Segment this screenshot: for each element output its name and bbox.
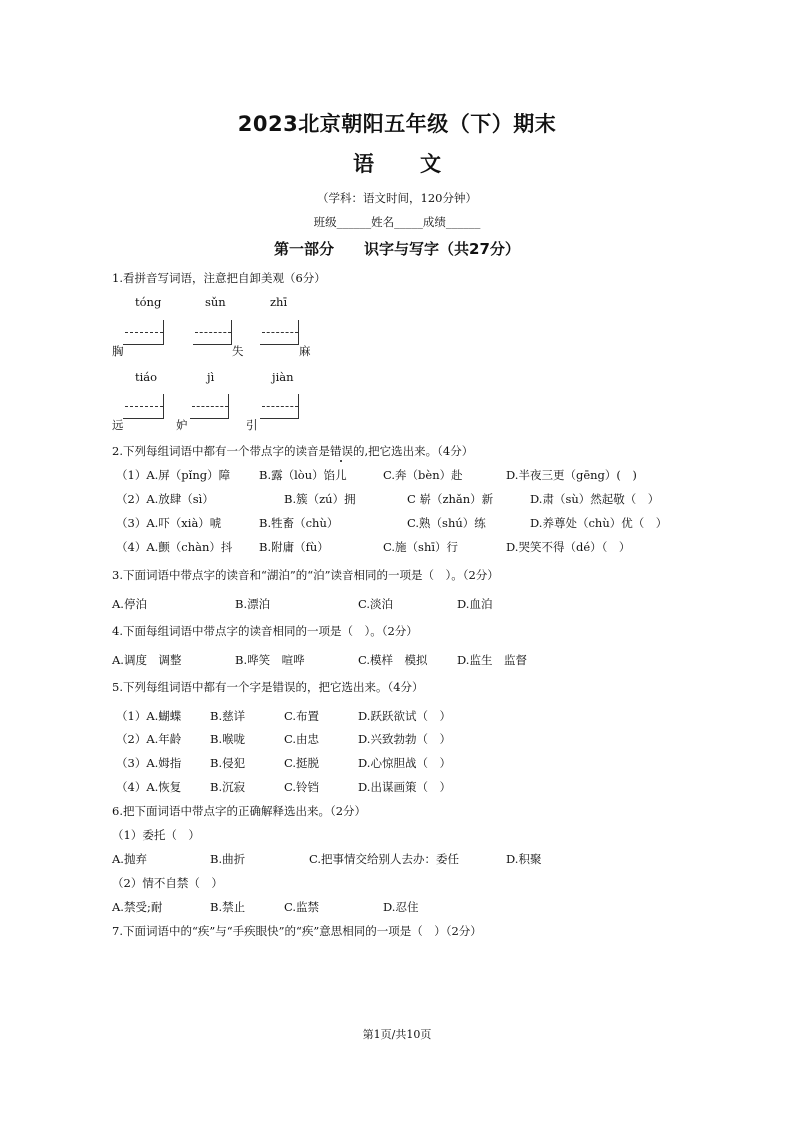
word-char: 失 <box>232 344 244 358</box>
option-text: D.半夜三更（gēng）( ) <box>506 468 637 482</box>
emphasis-text: 错误 <box>329 444 353 458</box>
option-text: （2）A.年龄 <box>116 732 182 746</box>
question-3-stem: 3.下面词语中带点字的读音和“湖泊”的“泊”读音相同的一项是（ ）。（2分） <box>112 568 499 582</box>
writing-box[interactable] <box>260 394 299 419</box>
part-heading: 第一部分 识字与写字（共27分） <box>274 240 520 258</box>
option-text: B.漂泊 <box>235 597 271 611</box>
question-6-stem: 6.把下面词语中带点字的正确解释选出来。（2分） <box>112 804 367 818</box>
option-text: C.淡泊 <box>358 597 394 611</box>
writing-box[interactable] <box>260 320 299 345</box>
document-title: 2023北京朝阳五年级（下）期末 <box>237 112 557 136</box>
option-text: C.监禁 <box>284 900 320 914</box>
pinyin-label: tiáo <box>135 370 158 384</box>
option-text: B.喉咙 <box>210 732 246 746</box>
option-text: D.血泊 <box>457 597 493 611</box>
pinyin-label: jiàn <box>272 370 294 384</box>
option-text: D.兴致勃勃（ ） <box>358 732 451 746</box>
exam-info: （学科：语文时间，120分钟） <box>317 191 477 205</box>
option-text: D.监生 监督 <box>457 653 527 667</box>
option-text: D.出谋画策（ ） <box>358 780 451 794</box>
option-text: C.布置 <box>284 709 320 723</box>
word-char: 妒 <box>176 418 188 432</box>
option-text: C.熟（shú）练 <box>407 516 486 530</box>
option-text: D.积聚 <box>506 852 542 866</box>
writing-box[interactable] <box>190 394 229 419</box>
option-text: D.心惊胆战（ ） <box>358 756 451 770</box>
pinyin-label: sǔn <box>205 295 226 309</box>
question-1-stem: 1.看拼音写词语，注意把自卸美观（6分） <box>112 271 326 285</box>
stem-text: 2.下列每组词语中都有一个带点字的读音是 <box>112 444 330 458</box>
option-text: C.挺脱 <box>284 756 320 770</box>
option-text: （2）A.放肆（sì） <box>116 492 214 506</box>
option-text: C 崭（zhǎn）新 <box>407 492 494 506</box>
option-text: （3）A.姆指 <box>116 756 182 770</box>
option-text: C.把事情交给别人去办：委任 <box>309 852 460 866</box>
pinyin-label: jì <box>207 370 215 384</box>
word-char: 引 <box>246 418 258 432</box>
option-text: C.由忠 <box>284 732 320 746</box>
writing-box[interactable] <box>193 320 232 345</box>
option-text: （3）A.吓（xià）唬 <box>116 516 222 530</box>
option-text: B.簇（zú）拥 <box>284 492 356 506</box>
option-text: B.侵犯 <box>210 756 246 770</box>
option-text: C.铃铛 <box>284 780 320 794</box>
question-7-stem: 7.下面词语中的“疾”与“手疾眼快”的“疾”意思相同的一项是（ ）（2分） <box>112 924 482 938</box>
page-number: 第1页/共10页 <box>362 1028 432 1041</box>
option-text: B.露（lòu）馅儿 <box>259 468 347 482</box>
option-text: D.养尊处（chù）优（ ） <box>530 516 668 530</box>
option-text: D.跃跃欲试（ ） <box>358 709 451 723</box>
option-text: C.模样 模拟 <box>358 653 428 667</box>
sub-question: （2）情不自禁（ ） <box>112 876 223 890</box>
option-text: B.沉寂 <box>210 780 246 794</box>
writing-box[interactable] <box>123 320 164 345</box>
option-text: A.停泊 <box>112 597 147 611</box>
subject-title: 语文 <box>353 152 487 176</box>
sub-question: （1）委托（ ） <box>112 828 200 842</box>
option-text: B.曲折 <box>210 852 246 866</box>
option-text: C.奔（bèn）赴 <box>383 468 463 482</box>
option-text: B.慈详 <box>210 709 246 723</box>
option-text: A.调度 调整 <box>112 653 182 667</box>
word-char: 远 <box>112 418 124 432</box>
option-text: （4）A.颤（chàn）抖 <box>116 540 233 554</box>
word-char: 麻 <box>299 344 311 358</box>
option-text: B.牲畜（chù） <box>259 516 339 530</box>
pinyin-label: tóng <box>135 295 162 309</box>
question-4-stem: 4.下面每组词语中带点字的读音相同的一项是（ ）。（2分） <box>112 624 418 638</box>
question-5-stem: 5.下列每组词语中都有一个字是错误的，把它选出来。（4分） <box>112 680 424 694</box>
option-text: （4）A.恢复 <box>116 780 182 794</box>
question-2-stem <box>112 443 473 459</box>
option-text: B.附庸（fù） <box>259 540 329 554</box>
pinyin-label: zhī <box>270 295 288 309</box>
option-text: （1）A.屏（pǐng）障 <box>116 468 231 482</box>
option-text: D.忍住 <box>383 900 419 914</box>
option-text: C.施（shī）行 <box>383 540 459 554</box>
option-text: D.肃（sù）然起敬（ ） <box>530 492 660 506</box>
option-text: B.哗笑 喧哗 <box>235 653 305 667</box>
option-text: B.禁止 <box>210 900 246 914</box>
option-text: （1）A.蝴蝶 <box>116 709 182 723</box>
stem-text: 的,把它选出来。（4分） <box>352 444 474 458</box>
option-text: A.抛弃 <box>112 852 147 866</box>
option-text: A.禁受;耐 <box>112 900 163 914</box>
option-text: D.哭笑不得（dé）（ ） <box>506 540 631 554</box>
student-info-line: 班级______姓名_____成绩______ <box>313 215 481 229</box>
word-char: 胸 <box>112 344 124 358</box>
writing-box[interactable] <box>123 394 164 419</box>
